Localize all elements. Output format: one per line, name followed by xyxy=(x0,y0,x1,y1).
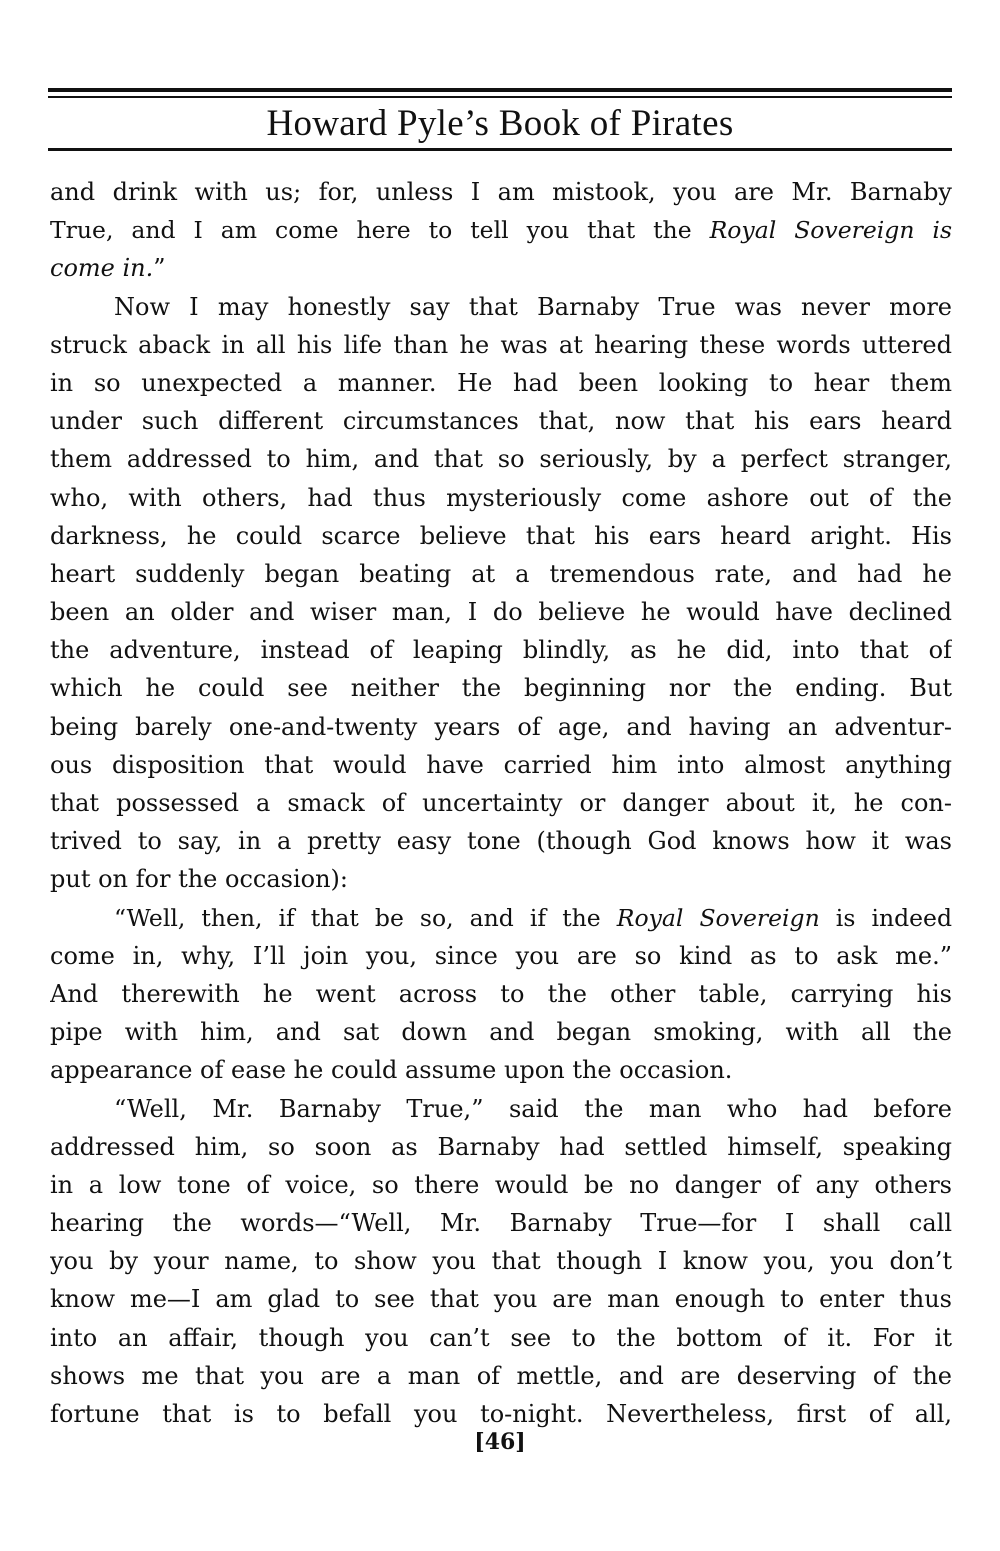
text-line: being barely one-and-twenty years of age, and having an adventur- xyxy=(50,712,952,741)
text-line: which he could see neither the beginning nor the ending. But xyxy=(50,674,952,703)
text-line: come in.” xyxy=(50,254,166,283)
paragraph-first-line: “Well, then, if that be so, and if the Royal Sovereign is indeed xyxy=(114,903,952,932)
text-line: shows me that you are a man of mettle, and are deserving of the xyxy=(50,1361,952,1390)
text-line: heart suddenly began beating at a tremendous rate, and had he xyxy=(50,559,952,588)
text-line: struck aback in all his life than he was at hearing these words uttered xyxy=(50,330,952,359)
text-line: the adventure, instead of leaping blindly, as he did, into that of xyxy=(50,636,952,665)
text-line: been an older and wiser man, I do believe he would have declined xyxy=(50,598,952,627)
text-line: appearance of ease he could assume upon the occasion. xyxy=(50,1056,733,1085)
text-line: darkness, he could scarce believe that his ears heard aright. His xyxy=(50,521,952,550)
header-rule-thick xyxy=(48,88,952,92)
text-line: know me—I am glad to see that you are man enough to enter thus xyxy=(50,1285,952,1314)
header-rule-bottom xyxy=(48,148,952,151)
text-line: come in, why, I’ll join you, since you are so kind as to ask me.” xyxy=(50,941,952,970)
text-line: put on for the occasion): xyxy=(50,865,348,894)
header-rule-thin xyxy=(48,96,952,98)
paragraph-first-line: “Well, Mr. Barnaby True,” said the man who had before xyxy=(114,1094,952,1123)
text-line: and drink with us; for, unless I am mistook, you are Mr. Barnaby xyxy=(50,178,952,206)
text-line: who, with others, had thus mysteriously come ashore out of the xyxy=(50,483,952,512)
text-line: addressed him, so soon as Barnaby had settled himself, speaking xyxy=(50,1132,952,1161)
paragraph-first-line: Now I may honestly say that Barnaby True was never more xyxy=(114,292,952,321)
text-line: hearing the words—“Well, Mr. Barnaby True—for I shall call xyxy=(50,1209,952,1238)
text-line: you by your name, to show you that though I know you, you don’t xyxy=(50,1247,952,1276)
text-line: And therewith he went across to the other table, carrying his xyxy=(50,979,952,1008)
running-title: Howard Pyle’s Book of Pirates xyxy=(266,103,734,144)
text-line: that possessed a smack of uncertainty or danger about it, he con- xyxy=(50,789,952,817)
text-line: pipe with him, and sat down and began smoking, with all the xyxy=(50,1018,952,1047)
text-line: True, and I am come here to tell you that the Royal Sovereign is xyxy=(50,216,952,245)
text-line: in a low tone of voice, so there would be no danger of any others xyxy=(50,1170,952,1199)
text-line: in so unexpected a manner. He had been looking to hear them xyxy=(50,368,952,397)
text-line: ous disposition that would have carried him into almost anything xyxy=(50,750,952,779)
body-text xyxy=(50,173,952,1433)
text-line: fortune that is to befall you to-night. Nevertheless, first of all, xyxy=(50,1400,952,1428)
text-line: them addressed to him, and that so seriously, by a perfect stranger, xyxy=(50,445,952,474)
text-line: into an affair, though you can’t see to the bottom of it. For it xyxy=(50,1323,952,1352)
page-number: [46] xyxy=(474,1429,526,1455)
text-line: trived to say, in a pretty easy tone (though God knows how it was xyxy=(50,827,952,856)
text-line: under such different circumstances that, now that his ears heard xyxy=(50,407,952,436)
